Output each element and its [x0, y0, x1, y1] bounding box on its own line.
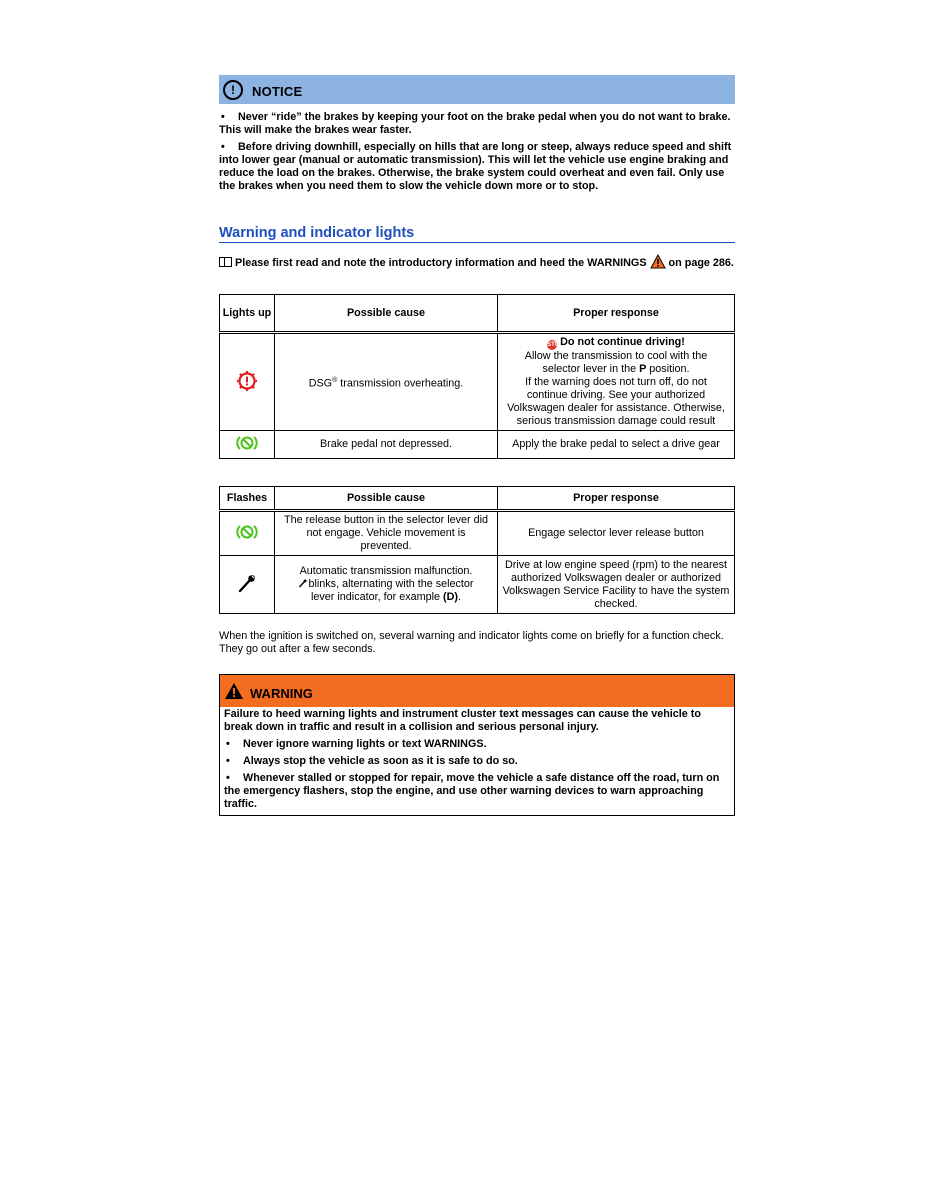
icon-cell [220, 333, 275, 431]
response-cell: Apply the brake pedal to select a drive gear [498, 431, 735, 459]
warning-title: WARNING [250, 685, 313, 701]
warning-box [219, 674, 735, 816]
section-title: Warning and indicator lights [219, 225, 415, 241]
bullet-icon: • [221, 141, 225, 153]
wrench-icon [236, 572, 258, 594]
bullet-icon: • [221, 111, 225, 123]
table-header-row [220, 487, 735, 511]
notice-bullet: • Never “ride” the brakes by keeping your foot on the brake pedal when you do not want to brake. This will make the brakes wear faster. [219, 111, 731, 136]
response-cell: Drive at low engine speed (rpm) to the nearest authorized Volkswagen dealer or authorized Volkswagen Service Facility to have the system checked. [498, 556, 735, 614]
response-cell: Engage selector lever release button [498, 511, 735, 556]
brake-pedal-indicator-icon [236, 523, 258, 541]
manual-page [219, 75, 735, 816]
cause-cell: DSG® transmission overheating. [275, 333, 498, 431]
bullet-icon: • [226, 772, 230, 784]
table-row [220, 333, 735, 431]
section-heading [219, 225, 735, 243]
table-row [220, 511, 735, 556]
warning-bullet: • Whenever stalled or stopped for repair, move the vehicle a safe distance off the road, turn on the emergency flashers, stop the engine, and use other warning devices to warn approaching traffic. [224, 772, 720, 810]
bullet-icon: • [226, 738, 230, 750]
warning-triangle-icon [650, 254, 666, 269]
info-circle-icon: ! [223, 80, 243, 100]
icon-cell [220, 556, 275, 614]
column-header-proper-response: Proper response [498, 487, 735, 511]
book-icon [219, 257, 232, 267]
warning-body [220, 707, 734, 815]
stop-icon: STOP [547, 342, 564, 348]
table-row [220, 431, 735, 459]
table-header-row [220, 295, 735, 333]
notice-body [219, 111, 735, 193]
wrench-icon [298, 578, 308, 588]
intro-text: Please first read and note the introductory information and heed the WARNINGS on page 286. [219, 254, 735, 270]
column-header-possible-cause: Possible cause [275, 295, 498, 333]
table-row [220, 556, 735, 614]
lights-up-table [219, 294, 735, 459]
brake-pedal-indicator-icon [236, 434, 258, 452]
column-header-flashes: Flashes [220, 487, 275, 511]
flashes-table [219, 486, 735, 614]
notice-bullet: • Before driving downhill, especially on hills that are long or steep, always reduce speed and shift into lower gear (manual or automatic transmission). This will let the vehicle use engine braking and reduce the load on the brakes. Otherwise, the brake system could overheat and even fail. Only use the brakes when you need them to slow the vehicle down more or to stop. [219, 141, 732, 192]
icon-cell [220, 511, 275, 556]
transmission-gear-warning-icon [236, 370, 258, 392]
column-header-possible-cause: Possible cause [275, 487, 498, 511]
cause-cell: Brake pedal not depressed. [275, 431, 498, 459]
ignition-note: When the ignition is switched on, several warning and indicator lights come on briefly for a function check. They go out after a few seconds. [219, 630, 724, 655]
warning-header [220, 675, 734, 707]
warning-bullet: • Never ignore warning lights or text WARNINGS. [226, 738, 487, 750]
warning-triangle-icon [224, 682, 244, 700]
warning-lead: Failure to heed warning lights and instrument cluster text messages can cause the vehicle to break down in traffic and result in a collision and serious personal injury. [224, 708, 701, 733]
warning-bullet: • Always stop the vehicle as soon as it is safe to do so. [226, 755, 518, 767]
response-cell: STOPDo not continue driving! Allow the transmission to cool with the selector lever in the P position. If the warning does not turn off, do not continue driving. See your authorized Volkswagen dealer for assistance. Otherwise, serious transmission damage could result [498, 333, 735, 431]
notice-title: NOTICE [252, 83, 303, 99]
notice-header [219, 75, 735, 104]
column-header-proper-response: Proper response [498, 295, 735, 333]
column-header-lights-up: Lights up [220, 295, 275, 333]
icon-cell [220, 431, 275, 459]
bullet-icon: • [226, 755, 230, 767]
notice-box [219, 75, 735, 193]
cause-cell: Automatic transmission malfunction. blinks, alternating with the selector lever indicator, for example (D). [275, 556, 498, 614]
cause-cell: The release button in the selector lever did not engage. Vehicle movement is prevented. [275, 511, 498, 556]
